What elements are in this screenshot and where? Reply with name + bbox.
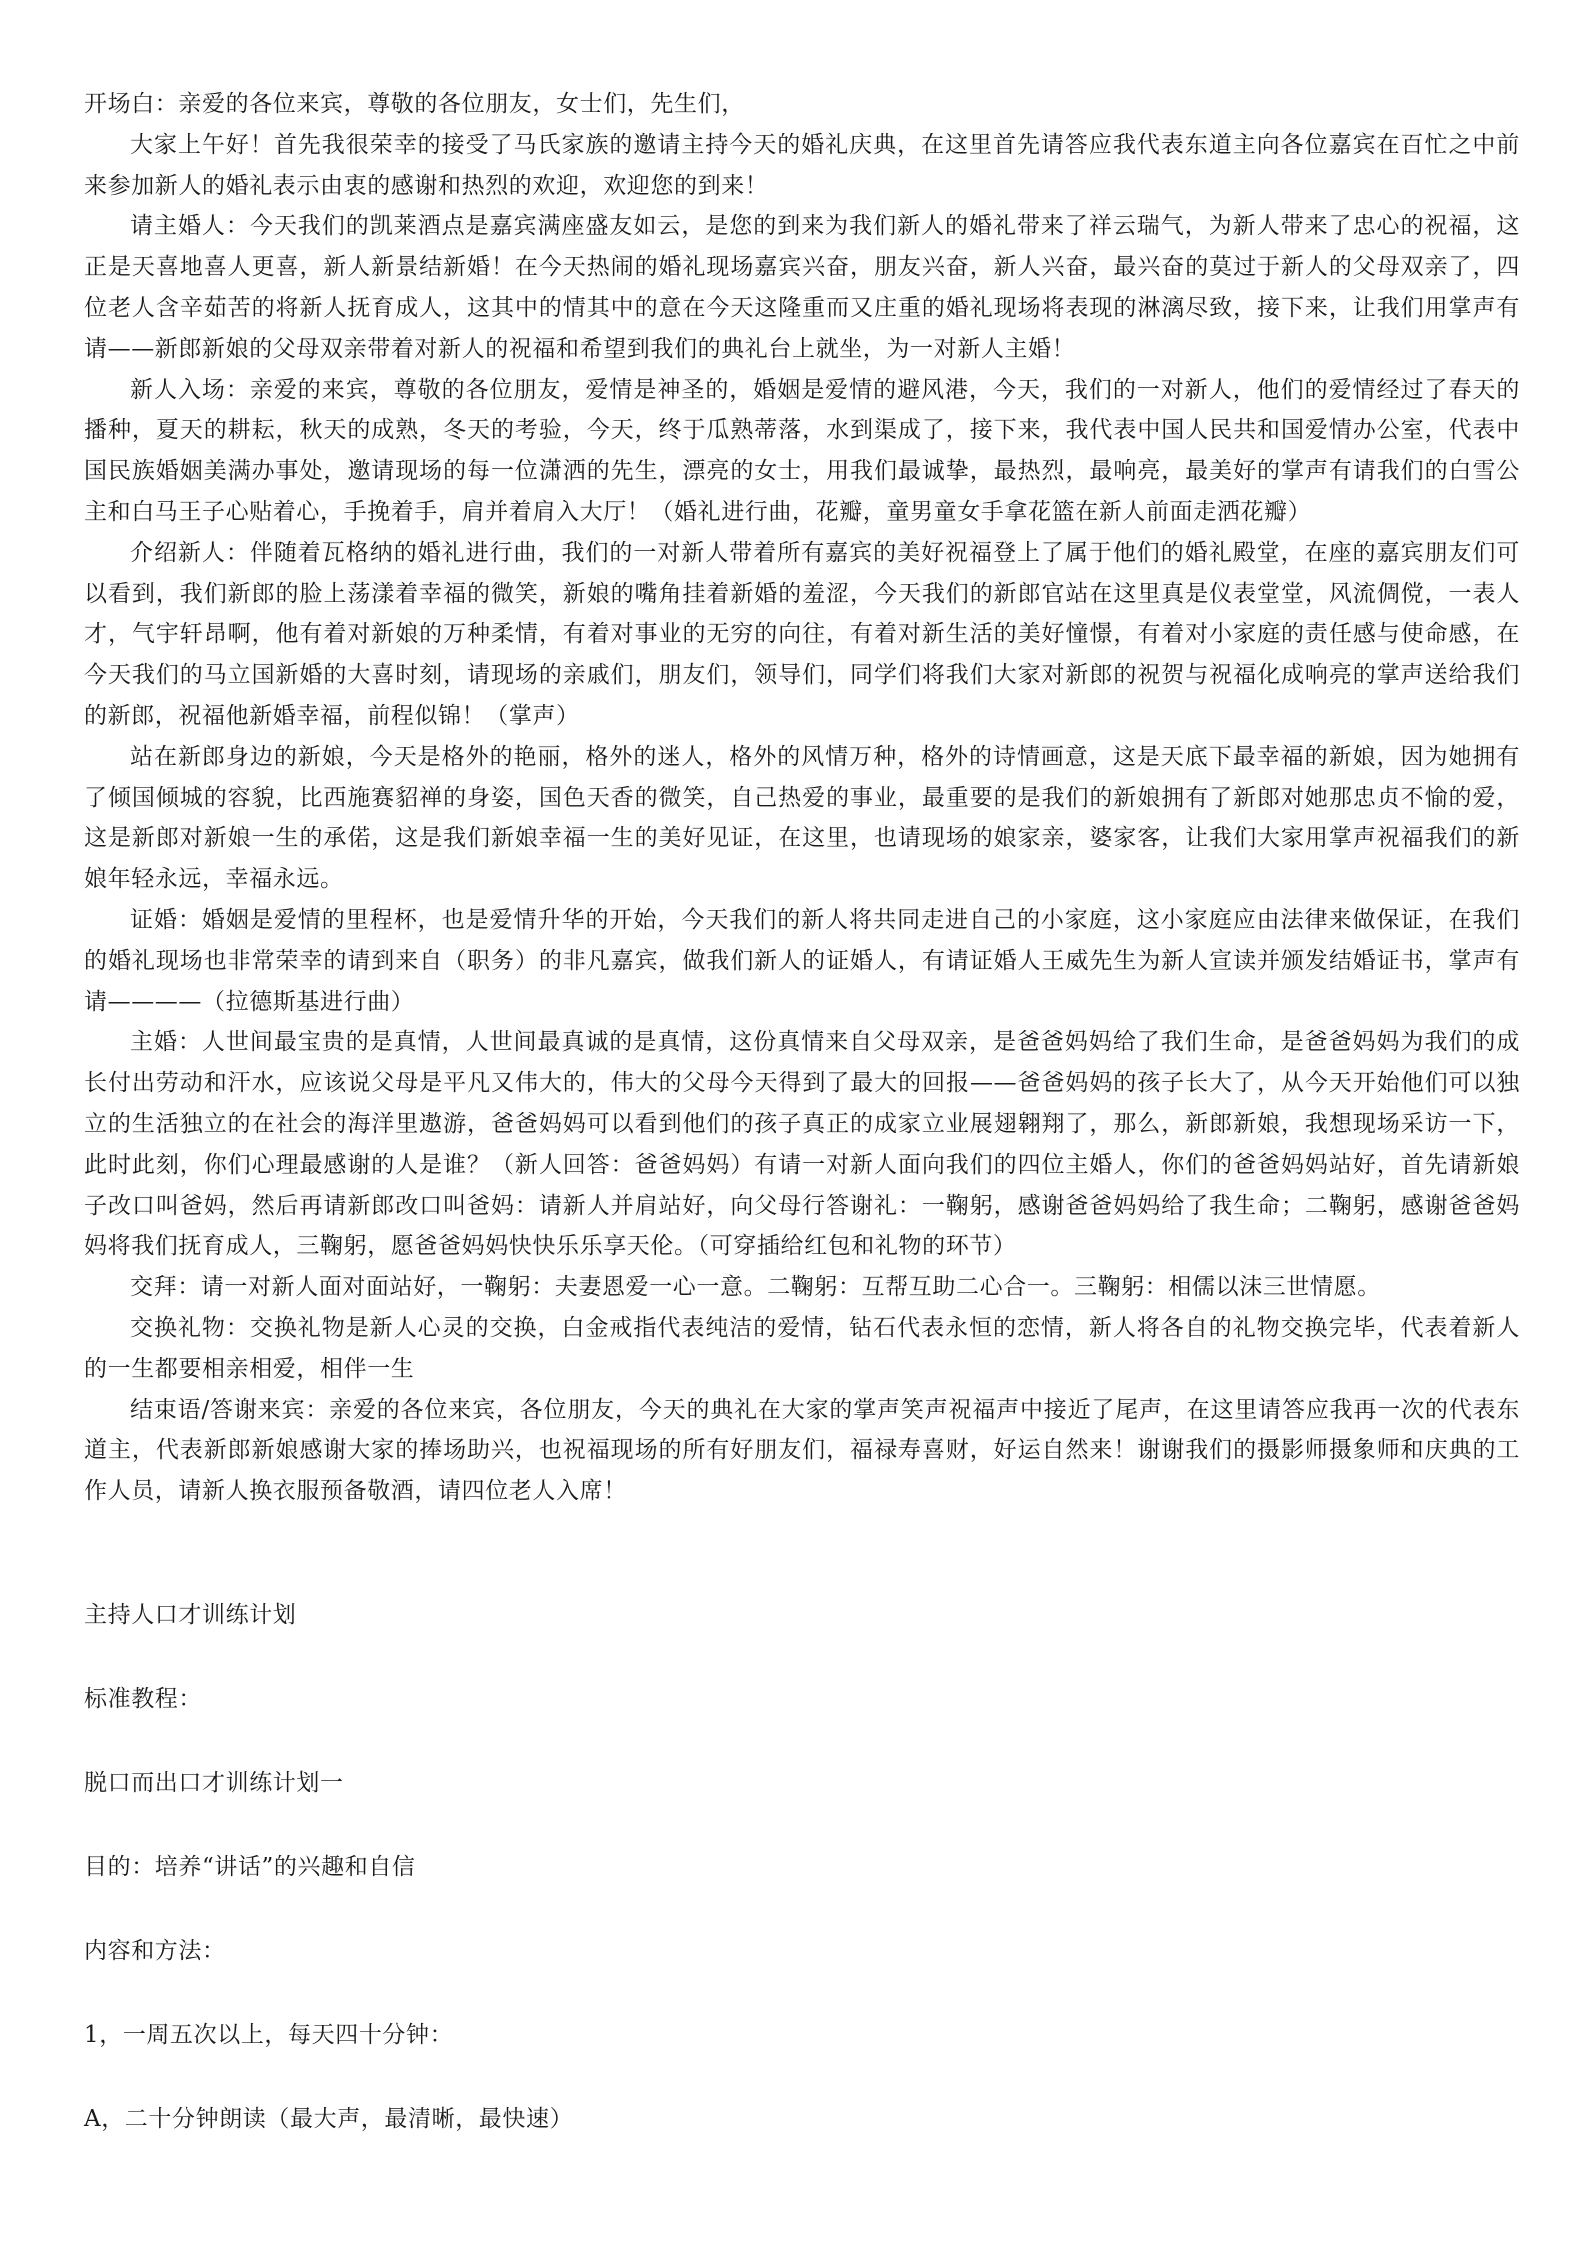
opening-paragraph: 开场白：亲爱的各位来宾，尊敬的各位朋友，女士们，先生们， [84,91,745,117]
invite-hosts-paragraph: 请主婚人：今天我们的凯莱酒点是嘉宾满座盛友如云，是您的到来为我们新人的婚礼带来了祥云瑞气，为新人带来了忠心的祝福，这正是天喜地喜人更喜，新人新景结新婚！在今天热闹的婚礼现场嘉宾兴奋，朋友兴奋，新人兴奋，最兴奋的莫过于新人的父母双亲了，四位老人含辛茹苦的将新人抚育成人，这其中的情其中的意在今天这隆重而又庄重的婚礼现场将表现的淋漓尽致，接下来，让我们用掌声有请——新郎新娘的父母双亲带着对新人的祝福和希望到我们的典礼台上就坐，为一对新人主婚！ [84,213,1520,362]
gifts-paragraph: 交换礼物：交换礼物是新人心灵的交换，白金戒指代表纯洁的爱情，钻石代表永恒的恋情，新人将各自的礼物交换完毕，代表着新人的一生都要相亲相爱，相伴一生 [84,1314,1520,1382]
welcome-paragraph: 大家上午好！首先我很荣幸的接受了马氏家族的邀请主持今天的婚礼庆典，在这里首先请答应我代表东道主向各位嘉宾在百忙之中前来参加新人的婚礼表示由衷的感谢和热烈的欢迎，欢迎您的到来！ [84,131,1520,199]
plan-tutorial: 标准教程： [84,1686,202,1712]
plan-one-heading: 脱口而出口才训练计划一 [84,1770,344,1796]
document-page [84,84,1520,2132]
bow-paragraph: 交拜：请一对新人面对面站好，一鞠躬：夫妻恩爱一心一意。二鞠躬：互帮互助二心合一。三鞠躬：相儒以沫三世情愿。 [130,1274,1381,1301]
officiate-paragraph: 主婚：人世间最宝贵的是真情，人世间最真诚的是真情，这份真情来自父母双亲，是爸爸妈妈给了我们生命，是爸爸妈妈为我们的成长付出劳动和汗水，应该说父母是平凡又伟大的，伟大的父母今天得到了最大的回报——爸爸妈妈的孩子长大了，从今天开始他们可以独立的生活独立的在社会的海洋里遨游，爸爸妈妈可以看到他们的孩子真正的成家立业展翅翱翔了，那么，新郎新娘，我想现场采访一下，此时此刻，你们心理最感谢的人是谁？（新人回答：爸爸妈妈）有请一对新人面向我们的四位主婚人，你们的爸爸妈妈站好，首先请新娘子改口叫爸妈，然后再请新郎改口叫爸妈：请新人并肩站好，向父母行答谢礼：一鞠躬，感谢爸爸妈妈给了我生命；二鞠躬，感谢爸爸妈妈将我们抚育成人，三鞠躬，愿爸爸妈妈快快乐乐享天伦。（可穿插给红包和礼物的环节） [84,1029,1520,1260]
plan-item-1: 1，一周五次以上，每天四十分钟： [84,2022,454,2048]
entrance-paragraph: 新人入场：亲爱的来宾，尊敬的各位朋友，爱情是神圣的，婚姻是爱情的避风港，今天，我们的一对新人，他们的爱情经过了春天的播种，夏天的耕耘，秋天的成熟，冬天的考验，今天，终于瓜熟蒂落，水到渠成了，接下来，我代表中国人民共和国爱情办公室，代表中国民族婚姻美满办事处，邀请现场的每一位潇洒的先生，漂亮的女士，用我们最诚挚，最热烈，最响亮，最美好的掌声有请我们的白雪公主和白马王子心贴着心，手挽着手，肩并着肩入大厅！（婚礼进行曲，花瓣，童男童女手拿花篮在新人前面走洒花瓣） [84,376,1520,525]
plan-title: 主持人口才训练计划 [84,1602,297,1628]
closing-paragraph: 结束语/答谢来宾：亲爱的各位来宾，各位朋友，今天的典礼在大家的掌声笑声祝福声中接近了尾声，在这里请答应我再一次的代表东道主，代表新郎新娘感谢大家的捧场助兴，也祝福现场的所有好朋友们，福禄寿喜财，好运自然来！谢谢我们的摄影师摄象师和庆典的工作人员，请新人换衣服预备敬酒，请四位老人入席！ [84,1396,1520,1505]
introduce-couple-paragraph: 介绍新人：伴随着瓦格纳的婚礼进行曲，我们的一对新人带着所有嘉宾的美好祝福登上了属于他们的婚礼殿堂，在座的嘉宾朋友们可以看到，我们新郎的脸上荡漾着幸福的微笑，新娘的嘴角挂着新婚的羞涩，今天我们的新郎官站在这里真是仪表堂堂，风流倜傥，一表人才，气宇轩昂啊，他有着对新娘的万种柔情，有着对事业的无穷的向往，有着对新生活的美好憧憬，有着对小家庭的责任感与使命感，在今天我们的马立国新婚的大喜时刻，请现场的亲戚们，朋友们，领导们，同学们将我们大家对新郎的祝贺与祝福化成响亮的掌声送给我们的新郎，祝福他新婚幸福，前程似锦！（掌声） [84,539,1520,729]
plan-goal: 目的：培养“讲话”的兴趣和自信 [84,1854,416,1880]
bride-paragraph: 站在新郎身边的新娘，今天是格外的艳丽，格外的迷人，格外的风情万种，格外的诗情画意，这是天底下最幸福的新娘，因为她拥有了倾国倾城的容貌，比西施赛貂禅的身姿，国色天香的微笑，自己热爱的事业，最重要的是我们的新娘拥有了新郎对她那忠贞不愉的爱，这是新郎对新娘一生的承偌，这是我们新娘幸福一生的美好见证，在这里，也请现场的娘家亲，婆家客，让我们大家用掌声祝福我们的新娘年轻永远，幸福永远。 [84,743,1520,893]
plan-content-method: 内容和方法： [84,1938,226,1964]
plan-item-a: A，二十分钟朗读（最大声，最清晰，最快速） [84,2106,574,2132]
wedding-script [84,84,1520,1512]
certify-paragraph: 证婚：婚姻是爱情的里程杯，也是爱情升华的开始，今天我们的新人将共同走进自己的小家庭，这小家庭应由法律来做保证，在我们的婚礼现场也非常荣幸的请到来自（职务）的非凡嘉宾，做我们新人的证婚人，有请证婚人王威先生为新人宣读并颁发结婚证书，掌声有请————（拉德斯基进行曲） [84,906,1520,1015]
